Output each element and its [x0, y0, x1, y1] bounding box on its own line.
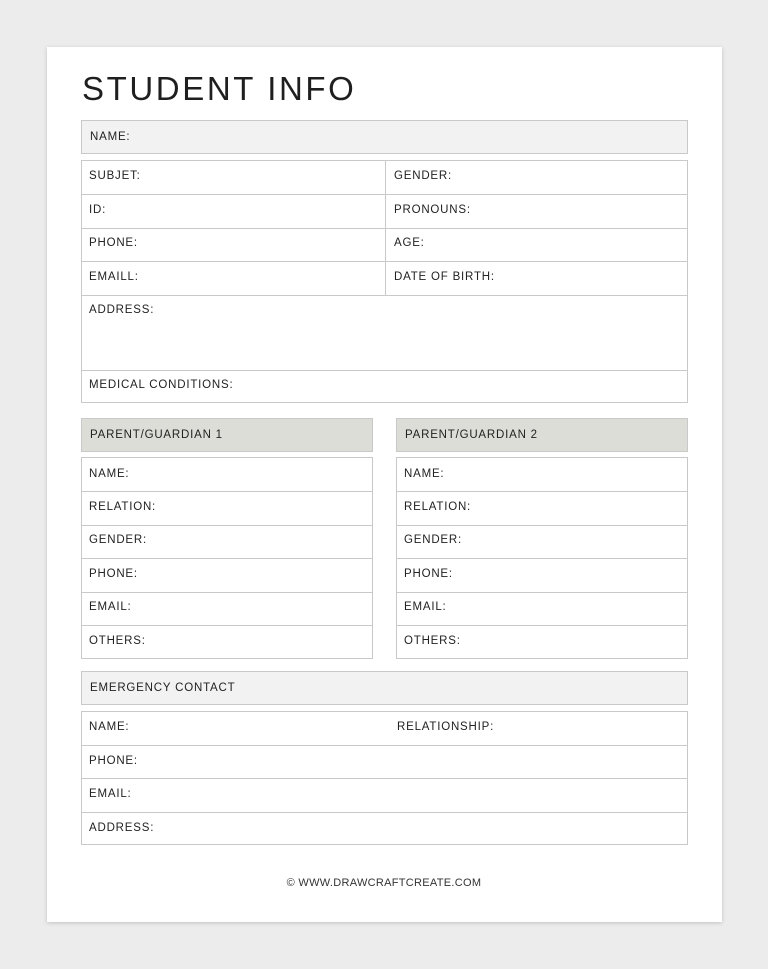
grid-row-line	[82, 745, 687, 746]
emergency-email-label: EMAIL:	[89, 788, 132, 800]
grid-row-line	[82, 491, 372, 492]
dob-label: DATE OF BIRTH:	[394, 271, 495, 283]
grid-row-line	[397, 625, 687, 626]
grid-row-line	[82, 812, 687, 813]
page-title: STUDENT INFO	[82, 70, 357, 107]
guardian1-table	[81, 457, 373, 659]
phone-label: PHONE:	[89, 237, 138, 249]
grid-row-line	[82, 558, 372, 559]
guardian1-relation-label: RELATION:	[89, 501, 157, 513]
grid-row-line	[82, 194, 687, 195]
grid-row-line	[397, 491, 687, 492]
grid-row-line	[82, 261, 687, 262]
guardian1-others-label: OTHERS:	[89, 635, 146, 647]
address-label: ADDRESS:	[89, 304, 155, 316]
guardian2-gender-label: GENDER:	[404, 534, 462, 546]
emergency-relationship-label: RELATIONSHIP:	[397, 721, 495, 733]
emergency-contact-table	[81, 711, 688, 845]
grid-row-line	[82, 525, 372, 526]
grid-row-line	[82, 592, 372, 593]
student-name-field[interactable]	[81, 120, 688, 154]
student-name-label: NAME:	[90, 131, 131, 143]
email-label: EMAILL:	[89, 271, 139, 283]
student-info-grid	[81, 160, 688, 403]
emergency-phone-label: PHONE:	[89, 755, 138, 767]
guardian2-header	[396, 418, 688, 452]
id-label: ID:	[89, 204, 107, 216]
grid-row-line	[82, 370, 687, 371]
gender-label: GENDER:	[394, 170, 452, 182]
grid-row-line	[397, 592, 687, 593]
grid-row-line	[82, 228, 687, 229]
emergency-contact-header-label: EMERGENCY CONTACT	[90, 682, 236, 694]
copyright-footer: © WWW.DRAWCRAFTCREATE.COM	[286, 877, 482, 889]
guardian2-name-label: NAME:	[404, 468, 445, 480]
guardian2-phone-label: PHONE:	[404, 568, 453, 580]
guardian1-gender-label: GENDER:	[89, 534, 147, 546]
emergency-name-label: NAME:	[89, 721, 130, 733]
guardian1-name-label: NAME:	[89, 468, 130, 480]
age-label: AGE:	[394, 237, 425, 249]
grid-row-line	[397, 558, 687, 559]
medical-conditions-label: MEDICAL CONDITIONS:	[89, 379, 234, 391]
guardian2-relation-label: RELATION:	[404, 501, 472, 513]
grid-row-line	[82, 778, 687, 779]
grid-row-line	[82, 295, 687, 296]
guardian2-header-label: PARENT/GUARDIAN 2	[405, 429, 538, 441]
grid-row-line	[397, 525, 687, 526]
subject-label: SUBJET:	[89, 170, 141, 182]
emergency-contact-header	[81, 671, 688, 705]
pronouns-label: PRONOUNS:	[394, 204, 471, 216]
guardian1-phone-label: PHONE:	[89, 568, 138, 580]
guardian2-others-label: OTHERS:	[404, 635, 461, 647]
emergency-address-label: ADDRESS:	[89, 822, 155, 834]
guardian1-email-label: EMAIL:	[89, 601, 132, 613]
guardian2-email-label: EMAIL:	[404, 601, 447, 613]
guardian1-header	[81, 418, 373, 452]
guardian2-table	[396, 457, 688, 659]
grid-row-line	[82, 625, 372, 626]
guardian1-header-label: PARENT/GUARDIAN 1	[90, 429, 223, 441]
